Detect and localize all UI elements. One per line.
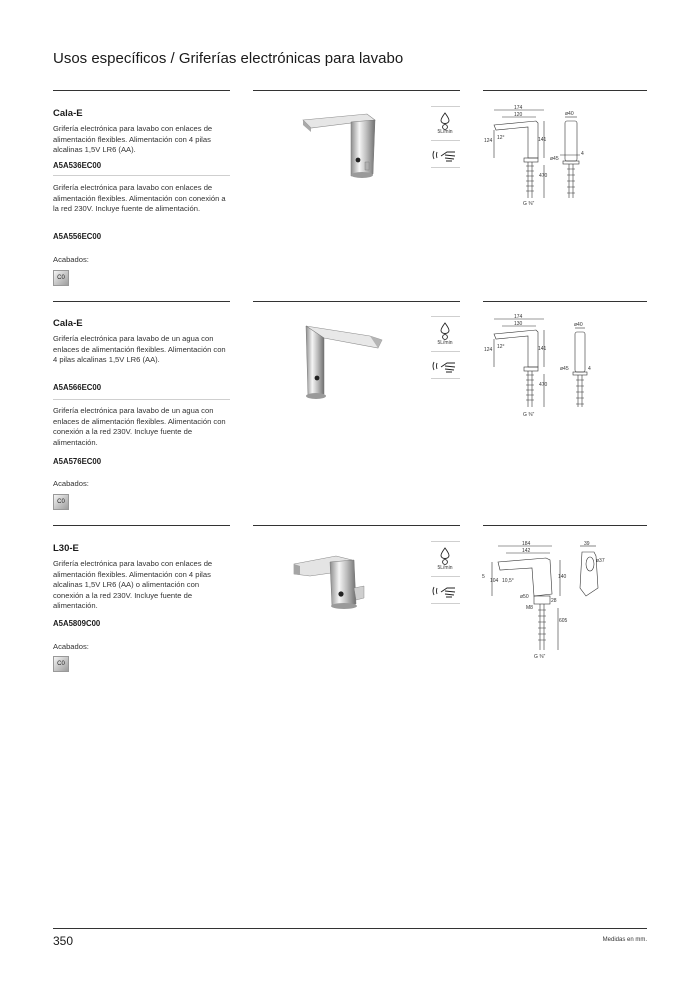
dim-label: 140 xyxy=(558,574,567,580)
dim-label: 174 xyxy=(514,314,523,320)
product-description: Grifería electrónica para lavabo con enlaces de alimentación flexibles. Alimentación con 4 pilas alcalinas 1,5V LR6 (AA). xyxy=(53,124,213,155)
page-title: Usos específicos / Griferías electrónicas para lavabo xyxy=(53,50,404,67)
dim-label: 174 xyxy=(514,105,523,111)
dim-label: ø40 xyxy=(565,111,574,117)
dim-label: 4 xyxy=(581,151,584,157)
section-rule xyxy=(53,525,230,526)
product-code: A5A556EC00 xyxy=(53,232,102,241)
dim-label: 28 xyxy=(551,598,557,604)
divider xyxy=(431,351,460,352)
section-rule xyxy=(483,301,647,302)
faucet-image xyxy=(300,318,385,400)
flow-rate-label: 5L/min xyxy=(437,129,453,135)
product-name: Cala-E xyxy=(53,108,83,119)
dim-label: 104 xyxy=(490,578,499,584)
dimension-drawing xyxy=(480,103,595,213)
finishes-label: Acabados: xyxy=(53,479,89,488)
dimension-drawing xyxy=(480,312,595,422)
finishes-label: Acabados: xyxy=(53,642,89,651)
divider xyxy=(431,576,460,577)
section-rule xyxy=(483,90,647,91)
dim-label: 12° xyxy=(497,344,505,350)
dim-label: 4 xyxy=(588,366,591,372)
product-name: L30-E xyxy=(53,543,79,554)
dim-label: 184 xyxy=(522,541,531,547)
divider xyxy=(431,167,460,168)
section-rule xyxy=(253,301,460,302)
flow-rate-label: 5L/min xyxy=(437,340,453,346)
divider xyxy=(431,603,460,604)
dim-label: 12° xyxy=(497,135,505,141)
dim-label: 124 xyxy=(484,347,493,353)
dim-label: 470 xyxy=(539,173,548,179)
dim-label: 120 xyxy=(514,112,523,118)
divider xyxy=(431,541,460,542)
dim-label: ø45 xyxy=(550,156,559,162)
dim-label: 124 xyxy=(484,138,493,144)
dim-label: 10,5° xyxy=(502,578,514,584)
product-description: Grifería electrónica para lavabo con enlaces de alimentación flexibles. Alimentación con conexión a la red 230V. Incluye fuente de alimentación. xyxy=(53,183,226,214)
section-rule xyxy=(483,525,647,526)
dim-label: 141 xyxy=(538,346,547,352)
sensor-hand-icon xyxy=(431,357,459,375)
dim-label: 5 xyxy=(482,574,485,580)
finish-swatch-chrome: C0 xyxy=(53,494,69,510)
dim-label: 142 xyxy=(522,548,531,554)
product-code: A5A536EC00 xyxy=(53,161,102,170)
finish-swatch-chrome: C0 xyxy=(53,270,69,286)
dim-label: 141 xyxy=(538,137,547,143)
divider xyxy=(431,106,460,107)
dim-label: ø50 xyxy=(520,594,529,600)
page-number: 350 xyxy=(53,934,74,948)
dim-label: 39 xyxy=(584,541,590,547)
product-description: Grifería electrónica para lavabo de un agua con enlaces de alimentación flexibles. Alimentación con conexión a la red 230V. Incluye fuente de alimentación. xyxy=(53,406,226,447)
divider xyxy=(431,378,460,379)
finish-swatch-chrome: C0 xyxy=(53,656,69,672)
dim-label: G ⅜" xyxy=(523,201,535,207)
section-rule xyxy=(53,90,230,91)
faucet-image xyxy=(295,108,385,188)
finishes-label: Acabados: xyxy=(53,255,89,264)
water-drop-icon xyxy=(438,322,452,340)
product-code: A5A576EC00 xyxy=(53,457,102,466)
footer-note: Medidas en mm. xyxy=(602,937,647,943)
section-rule xyxy=(253,525,460,526)
product-code: A5A566EC00 xyxy=(53,383,102,392)
dim-label: ø40 xyxy=(574,322,583,328)
dim-label: 130 xyxy=(514,321,523,327)
water-drop-icon xyxy=(438,112,452,130)
dim-label: M8 xyxy=(526,605,533,611)
section-rule xyxy=(253,90,460,91)
dimension-drawing xyxy=(480,538,615,663)
product-description: Grifería electrónica para lavabo con enlaces de alimentación flexibles. Alimentación con 4 pilas alcalinas 1,5V LR6 (AA) o alimentación con conexión a la red 230V. Incluye fuente de alimentación. xyxy=(53,559,213,611)
product-description: Grifería electrónica para lavabo de un agua con enlaces de alimentación flexibles. Alimentación con 4 pilas alcalinas 1,5V LR6 (AA). xyxy=(53,334,226,365)
divider xyxy=(431,316,460,317)
dim-label: ø45 xyxy=(560,366,569,372)
dim-label: ø37 xyxy=(596,558,605,564)
product-name: Cala-E xyxy=(53,318,83,329)
section-rule xyxy=(53,301,230,302)
dim-label: G ⅜" xyxy=(534,654,546,660)
divider xyxy=(431,140,460,141)
dim-label: 470 xyxy=(539,382,548,388)
dim-label: 605 xyxy=(559,618,568,624)
flow-rate-label: 5L/min xyxy=(437,565,453,571)
footer-rule xyxy=(53,928,647,929)
faucet-image xyxy=(292,552,382,614)
dim-label: G ⅜" xyxy=(523,412,535,418)
water-drop-icon xyxy=(438,547,452,565)
product-code: A5A5809C00 xyxy=(53,619,101,628)
divider xyxy=(53,399,230,400)
divider xyxy=(53,175,230,176)
sensor-hand-icon xyxy=(431,582,459,600)
sensor-hand-icon xyxy=(431,146,459,164)
